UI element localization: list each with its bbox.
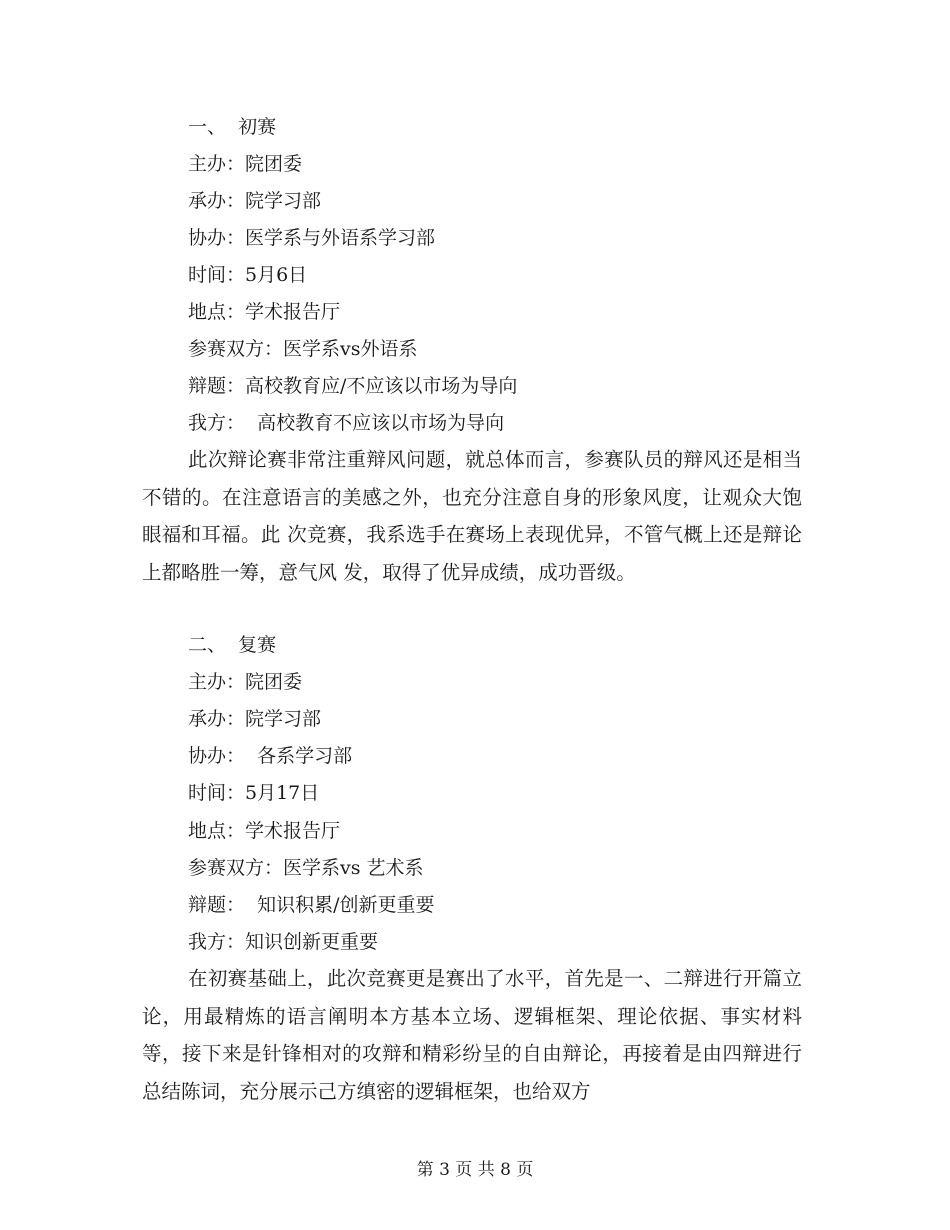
summary-paragraph: 此次辩论赛非常注重辩风问题，就总体而言，参赛队员的辩风还是相当不错的。在注意语言的美感之外，也充分注意自身的形象风度，让观众大饱眼福和耳福。此 次竞赛，我系选手在赛场上表现优异，不管气概上还是辩论上都略胜一筹，意气风 发，取得了优异成绩，成功晋级。 bbox=[142, 448, 802, 584]
topic-line: 辩题： 知识积累/创新更重要 bbox=[188, 894, 435, 916]
venue-line: 地点：学术报告厅 bbox=[188, 820, 341, 842]
topic-line: 辩题：高校教育应/不应该以市场为导向 bbox=[188, 375, 518, 397]
section-heading: 二、 复赛 bbox=[188, 634, 277, 656]
teams-line: 参赛双方：医学系vs 艺术系 bbox=[188, 857, 424, 879]
teams-line: 参赛双方：医学系vs外语系 bbox=[188, 338, 418, 360]
our-side-line: 我方：知识创新更重要 bbox=[188, 931, 379, 953]
co-organizer-line: 协办：医学系与外语系学习部 bbox=[188, 227, 436, 249]
venue-line: 地点：学术报告厅 bbox=[188, 301, 341, 323]
undertaker-line: 承办：院学习部 bbox=[188, 190, 322, 212]
section-heading: 一、 初赛 bbox=[188, 116, 277, 138]
our-side-line: 我方： 高校教育不应该以市场为导向 bbox=[188, 412, 505, 434]
undertaker-line: 承办：院学习部 bbox=[188, 708, 322, 730]
time-line: 时间：5月6日 bbox=[188, 264, 308, 286]
organizer-line: 主办：院团委 bbox=[188, 671, 303, 693]
summary-paragraph: 在初赛基础上，此次竞赛更是赛出了水平，首先是一、二辩进行开篇立论，用最精炼的语言阐明本方基本立场、逻辑框架、理论依据、事实材料等，接下来是针锋相对的攻辩和精彩纷呈的自由辩论，再接着是由四辩进行总结陈词，充分展示己方缜密的逻辑框架，也给双方 bbox=[142, 967, 802, 1103]
page-number-footer: 第 3 页 共 8 页 bbox=[416, 1160, 534, 1180]
organizer-line: 主办：院团委 bbox=[188, 153, 303, 175]
co-organizer-line: 协办： 各系学习部 bbox=[188, 745, 353, 767]
time-line: 时间：5月17日 bbox=[188, 782, 320, 804]
